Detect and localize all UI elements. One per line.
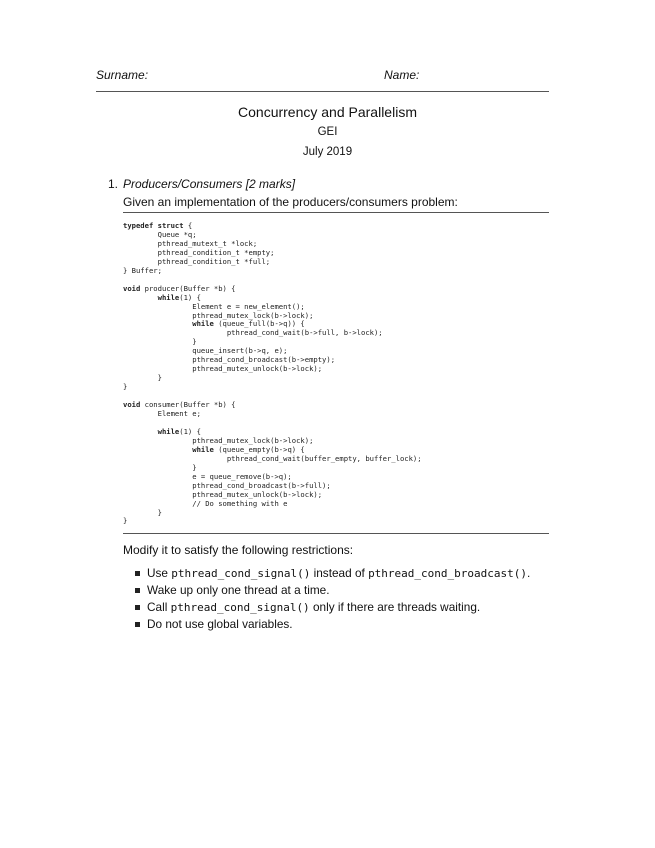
code-line: queue_insert(b->q, e); [123,346,288,356]
restriction-code: pthread_cond_signal() [171,567,311,580]
code-line: } [123,373,162,383]
question-heading [0,177,655,193]
code-line: pthread_condition_t *full; [123,256,271,266]
code-line: pthread_mutex_unlock(b->lock); [123,489,323,499]
code-line: void producer(Buffer *b) { [123,283,236,293]
exam-date: July 2019 [302,146,353,158]
code-line: void consumer(Buffer *b) { [123,400,236,410]
code-line: } [123,382,128,392]
code-line: pthread_mutext_t *lock; [123,238,258,248]
code-line: while (queue_empty(b->q) { [192,444,305,454]
restriction-text: . [527,566,531,580]
code-line: Queue *q; [123,229,197,239]
code-line: pthread_cond_broadcast(b->full); [123,480,331,490]
restriction-item [135,600,530,617]
code-line: Element e = new_element(); [123,301,305,311]
code-listing [123,222,422,526]
code-bottom-divider [123,533,549,534]
code-line: } [123,462,197,472]
code-line: pthread_cond_broadcast(b->empty); [123,355,336,365]
code-line: } [123,516,128,526]
question-intro: Given an implementation of the producers/consumers problem: [123,195,458,209]
name-label: Name: [384,68,420,82]
restriction-code: pthread_cond_broadcast() [368,567,528,580]
bullet-icon [135,605,140,610]
restriction-text: Call [147,600,171,614]
surname-label: Surname: [96,68,149,82]
code-line: } Buffer; [123,265,162,275]
modify-instruction: Modify it to satisfy the following restrictions: [123,543,354,557]
bullet-icon [135,588,140,593]
header-divider [96,91,549,92]
bullet-icon [135,571,140,576]
restriction-text: only if there are threads waiting. [309,600,481,614]
restriction-text: Wake up only one thread at a time. [147,583,330,597]
restrictions-list [135,566,530,634]
bullet-icon [135,622,140,627]
code-line: } [123,337,197,347]
code-line: while(1) { [157,426,201,436]
code-line: pthread_mutex_unlock(b->lock); [123,364,323,374]
code-line: e = queue_remove(b->q); [123,471,292,481]
restriction-text: instead of [310,566,369,580]
question-title: Producers/Consumers [2 marks] [123,177,296,191]
course-name: GEI [317,126,338,138]
restriction-item [135,617,530,634]
code-line: while (queue_full(b->q)) { [192,319,305,329]
code-line: pthread_cond_wait(b->full, b->lock); [123,328,383,338]
code-line: typedef struct { [123,221,193,230]
code-line: Element e; [123,409,201,419]
code-line: } [123,507,162,517]
code-line: pthread_mutex_lock(b->lock); [123,310,314,320]
code-top-divider [123,212,549,213]
restriction-text: Use [147,566,172,580]
question-number: 1. [108,177,119,191]
restriction-item [135,566,530,583]
code-line: pthread_mutex_lock(b->lock); [123,435,314,445]
code-line: // Do something with e [123,498,288,508]
code-line: pthread_condition_t *empty; [123,247,275,257]
restriction-code: pthread_cond_signal() [170,601,310,614]
restriction-item [135,583,530,600]
document-title: Concurrency and Parallelism [238,104,417,120]
code-line: pthread_cond_wait(buffer_empty, buffer_lock); [123,453,422,463]
code-line: while(1) { [157,292,201,302]
restriction-text: Do not use global variables. [147,617,293,631]
